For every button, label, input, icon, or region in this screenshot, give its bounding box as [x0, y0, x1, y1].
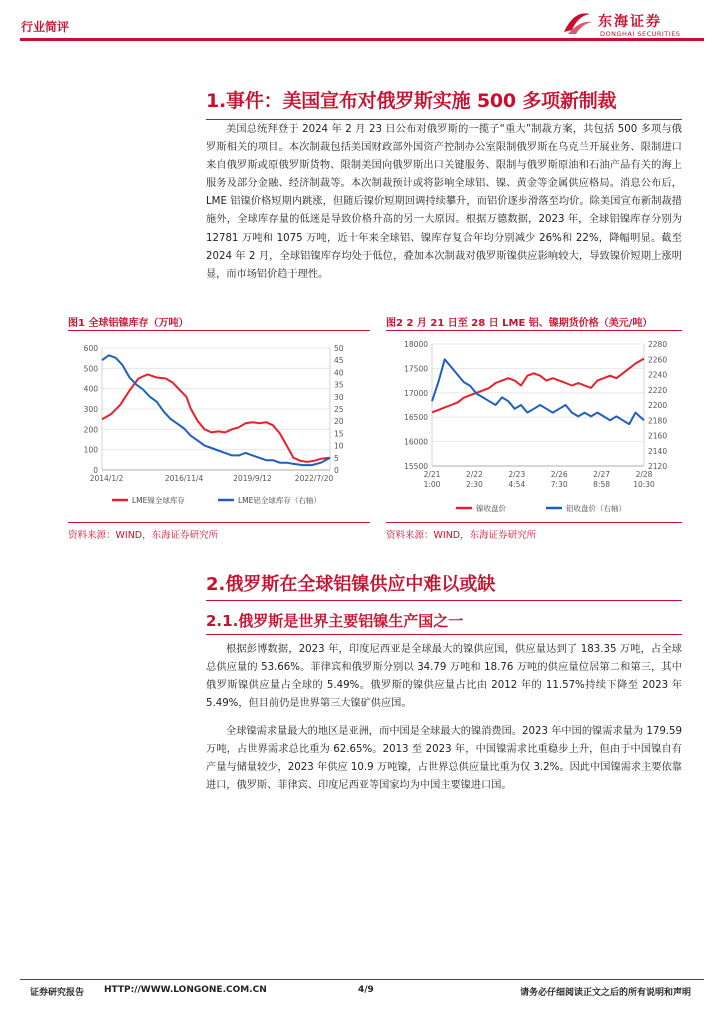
- chart2-x-tick: 2/22: [465, 470, 483, 479]
- chart2-x-tick-time: 1:00: [423, 480, 441, 489]
- chart2-y-left-tick: 18000: [404, 340, 428, 349]
- footer-report-type: 证券研究报告: [30, 988, 85, 998]
- chart2-series-line-1: [432, 359, 644, 413]
- logo-chinese-name: 东海证券: [598, 14, 662, 30]
- chart2-y-right-tick: 2160: [648, 431, 668, 441]
- chart2-y-right-tick: 2140: [648, 446, 668, 456]
- chart1-y-left-tick: 600: [83, 344, 98, 353]
- chart1-series-line-2: [102, 355, 330, 465]
- chart2-x-tick-time: 4:54: [508, 480, 526, 489]
- chart1-y-right-tick: 20: [334, 417, 344, 427]
- chart1-y-right-tick: 40: [334, 368, 344, 378]
- chart2-series-line-2: [432, 359, 644, 424]
- chart1-y-left-tick: 400: [83, 384, 98, 394]
- chart1-x-tick: 2019/9/12: [233, 474, 272, 483]
- chart1-y-left-tick: 500: [83, 364, 98, 374]
- chart2-y-left-tick: 16500: [404, 413, 428, 423]
- chart1-y-right-tick: 0: [334, 466, 339, 475]
- section1-heading: 1.事件：美国宣布对俄罗斯实施 500 多项新制裁: [206, 90, 617, 112]
- figure2-title-rule: [386, 330, 682, 331]
- chart2-y-right-tick: 2200: [648, 401, 668, 410]
- chart1-legend-label: LME铝全球库存（右轴）: [238, 496, 321, 505]
- section2-heading: 2.俄罗斯在全球铝镍供应中难以或缺: [206, 574, 496, 595]
- chart2-y-right-tick: 2240: [648, 370, 668, 380]
- chart2-y-right-tick: 2220: [648, 385, 668, 395]
- section2-paragraph-2: 全球镍需求量最大的地区是亚洲，而中国是全球最大的镍消费国。2023 年中国的镍需求量为 179.59 万吨，占世界需求总比重为 62.65%。2013 至 2023 年，中国镍需求比重稳步上升，但由于中国镍自有产量与储量较少，2023 年供应 10.9 万吨镍，占世界总供应量比重为仅 3.2%。因此中国镍需求主要依靠进口，俄罗斯、菲律宾、印度尼西亚等国家均为中国主要镍进口国。: [206, 726, 682, 792]
- chart2-y-left-tick: 16000: [404, 437, 428, 447]
- chart1-y-right-tick: 45: [334, 356, 344, 366]
- section2-heading-rule: [206, 600, 682, 601]
- chart2-x-tick-time: 10:30: [633, 480, 655, 489]
- chart2-x-tick: 2/26: [550, 470, 568, 479]
- chart1-x-tick: 2016/11/4: [164, 474, 204, 483]
- chart1-y-right-tick: 5: [334, 453, 339, 463]
- chart1-y-left-tick: 0: [93, 466, 98, 475]
- chart2-y-right-tick: 2120: [648, 462, 668, 471]
- section2-1-subheading: 2.1.俄罗斯是世界主要铝镍生产国之一: [206, 612, 464, 630]
- figure1-chart: [68, 336, 370, 520]
- figure1-bottom-rule: [68, 522, 370, 523]
- footer-disclaimer: 请务必仔细阅读正文之后的所有说明和声明: [520, 988, 692, 998]
- chart2-legend-label: 铝收盘价（右轴）: [566, 504, 626, 513]
- footer-website-link[interactable]: HTTP://WWW.LONGONE.COM.CN: [104, 985, 267, 995]
- chart1-x-tick: 2022/7/20: [294, 474, 334, 483]
- chart2-x-tick-time: 7:30: [550, 480, 568, 489]
- chart1-y-right-tick: 50: [334, 344, 344, 353]
- logo-english-name: DONGHAI SECURITIES: [600, 30, 681, 38]
- chart2-x-tick-time: 2:30: [465, 480, 483, 489]
- chart2-y-right-tick: 2280: [648, 340, 668, 349]
- chart1-y-right-tick: 25: [334, 405, 344, 414]
- footer-divider: [20, 979, 704, 980]
- chart2-x-tick: 2/21: [423, 470, 441, 479]
- chart2-y-left-tick: 17500: [404, 364, 428, 374]
- footer-page-number: 4/9: [358, 985, 374, 995]
- figure1-title: 图1 全球铝镍库存（万吨）: [68, 318, 189, 329]
- section-tag: 行业简评: [21, 20, 70, 34]
- chart1-y-right-tick: 15: [334, 429, 344, 439]
- figure1-title-rule: [68, 330, 370, 331]
- section2-1-subheading-rule: [206, 634, 682, 635]
- section2-paragraph-1: 根据彭博数据，2023 年，印度尼西亚是全球最大的镍供应国，供应量达到了 183.35 万吨，占全球总供应量的 53.66%。菲律宾和俄罗斯分别以 34.79 万吨和 18.76 万吨的供应量位居第二和第三，其中俄罗斯镍供应量占全球的 5.49%。俄罗斯的镍供应量占比由 2012 年的 11.57%持续下降至 2023 年 5.49%，但目前仍是世界第三大镍矿供应国。: [206, 644, 682, 710]
- chart1-y-left-tick: 200: [83, 425, 98, 435]
- chart2-y-left-tick: 15500: [404, 462, 428, 471]
- chart2-y-left-tick: 17000: [404, 388, 428, 398]
- section1-paragraph: 美国总统拜登于 2024 年 2 月 23 日公布对俄罗斯的一揽子“重大”制裁方案，共包括 500 多项与俄罗斯相关的项目。本次制裁包括美国财政部外国资产控制办公室限制俄罗斯在乌克兰开展业务、限制进口来自俄罗斯或原俄罗斯货物、限制美国向俄罗斯出口关键服务、限制与俄罗斯原油和石油产品有关的海上服务及部分金融、经济制裁等。本次制裁预计或将影响全球铝、镍、黄金等金属供应格局。消息公布后，LME 铝镍价格短期内跳涨，但随后镍价短期回调持续攀升，而铝价逐步滑落至均价。除美国宣布新制裁措施外，全球库存量的低迷是导致价格升高的另一大原因。根据万德数据，2023 年，全球铝镍库存分别为 12781 万吨和 1075 万吨，近十年来全球铝、镍库存复合年均分别减少 26%和 22%，降幅明显。截至 2024 年 2 月，全球铝镍库存均处于低位，叠加本次制裁对俄罗斯镍供应影响较大，导致镍价短期上涨明显，而市场铝价趋于理性。: [206, 124, 682, 280]
- chart1-legend-label: LME镍全球库存: [132, 496, 185, 505]
- chart2-y-right-tick: 2180: [648, 416, 668, 426]
- chart1-y-right-tick: 10: [334, 441, 344, 451]
- chart1-x-tick: 2014/1/2: [89, 474, 124, 483]
- figure1-source: 资料来源：WIND，东海证券研究所: [68, 530, 219, 541]
- chart2-x-tick-time: 8:58: [593, 480, 611, 489]
- header-divider: [20, 38, 704, 41]
- chart1-y-right-tick: 35: [334, 380, 344, 390]
- figure2-source: 资料来源：WIND，东海证券研究所: [386, 530, 537, 541]
- chart2-legend-label: 镍收盘价: [476, 504, 506, 513]
- figure2-chart: [386, 336, 682, 520]
- figure2-bottom-rule: [386, 522, 682, 523]
- chart2-x-tick: 2/28: [635, 470, 653, 479]
- figure2-title: 图2 2 月 21 日至 28 日 LME 铝、镍期货价格（美元/吨）: [386, 318, 653, 329]
- chart1-y-left-tick: 100: [83, 445, 98, 455]
- chart1-y-left-tick: 300: [83, 405, 98, 414]
- chart1-y-right-tick: 30: [334, 392, 344, 402]
- section1-heading-rule: [206, 119, 682, 120]
- chart2-y-right-tick: 2260: [648, 355, 668, 365]
- logo-emblem-icon: [560, 8, 594, 38]
- chart2-x-tick: 2/23: [508, 470, 526, 479]
- chart2-x-tick: 2/27: [593, 470, 611, 479]
